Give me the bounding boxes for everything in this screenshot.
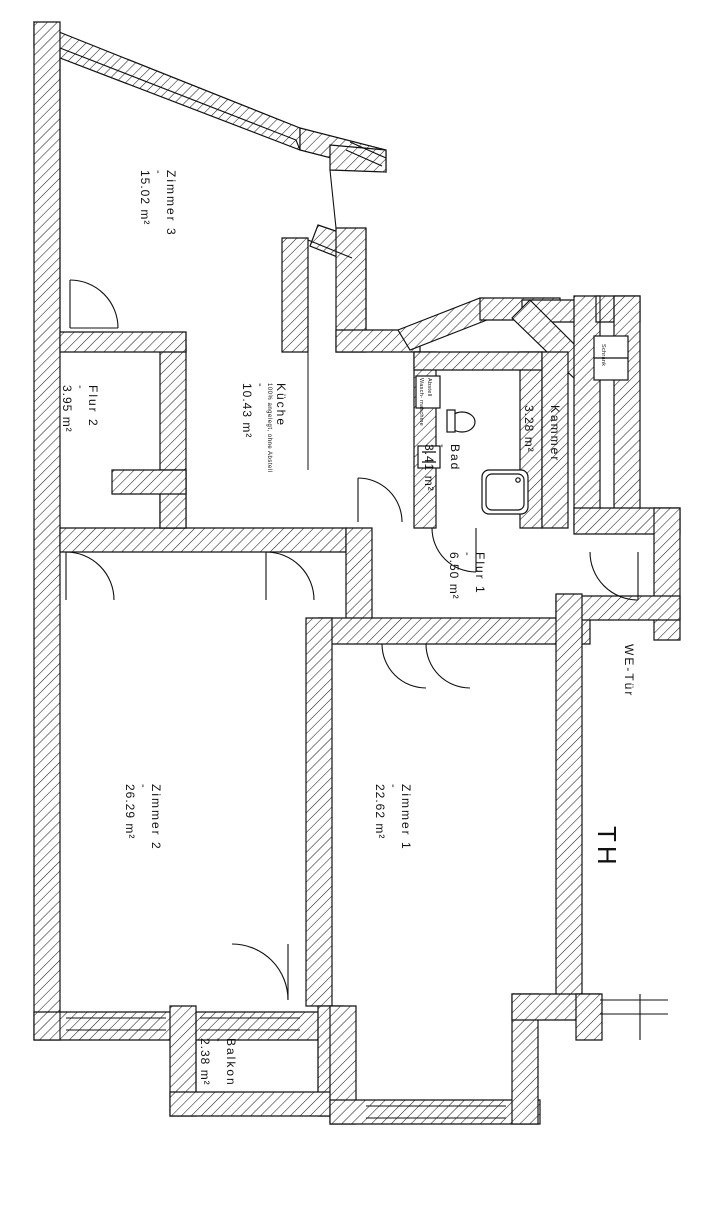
walls-group	[34, 22, 680, 1124]
room-dash: -	[387, 784, 399, 789]
room-area: 3.41 m²	[422, 444, 436, 492]
room-dash: -	[461, 552, 473, 557]
room-area: 10.43 m²	[240, 383, 254, 439]
room-dash: -	[436, 444, 448, 449]
room-dash: -	[254, 383, 266, 388]
room-name: Flur 2	[86, 385, 100, 428]
fixture-label-washing-machine: Wasch- maschine	[418, 378, 424, 427]
room-area: 3.28 m²	[522, 405, 536, 453]
room-area: 15.02 m²	[138, 170, 152, 226]
room-name: Zimmer 2	[149, 784, 163, 851]
room-name: Flur 1	[473, 552, 487, 595]
room-note: 100% angelegt, ohne Abstell	[266, 383, 272, 473]
room-name: Zimmer 1	[399, 784, 413, 851]
room-name: Bad	[448, 444, 462, 472]
room-area: 2.38 m²	[198, 1038, 212, 1086]
room-name: Balkon	[224, 1038, 238, 1087]
room-name: Kammer	[548, 405, 562, 463]
room-dash: -	[74, 385, 86, 390]
room-dash: -	[212, 1038, 224, 1043]
room-dash: -	[536, 405, 548, 410]
room-name: Zimmer 3	[164, 170, 178, 237]
fixture-label-abstell: Abstell	[426, 378, 432, 397]
room-area: 3.95 m²	[60, 385, 74, 433]
room-dash: -	[137, 784, 149, 789]
room-name: Küche	[274, 383, 288, 428]
room-area: 22.62 m²	[373, 784, 387, 840]
fixture-label-schrank: Schrank	[600, 344, 606, 367]
room-area: 26.29 m²	[123, 784, 137, 840]
room-dash: -	[152, 170, 164, 175]
room-area: 6.50 m²	[447, 552, 461, 600]
plan-title-marking: TH	[592, 826, 622, 869]
entrance-door-label: WE-Tür	[622, 644, 636, 698]
